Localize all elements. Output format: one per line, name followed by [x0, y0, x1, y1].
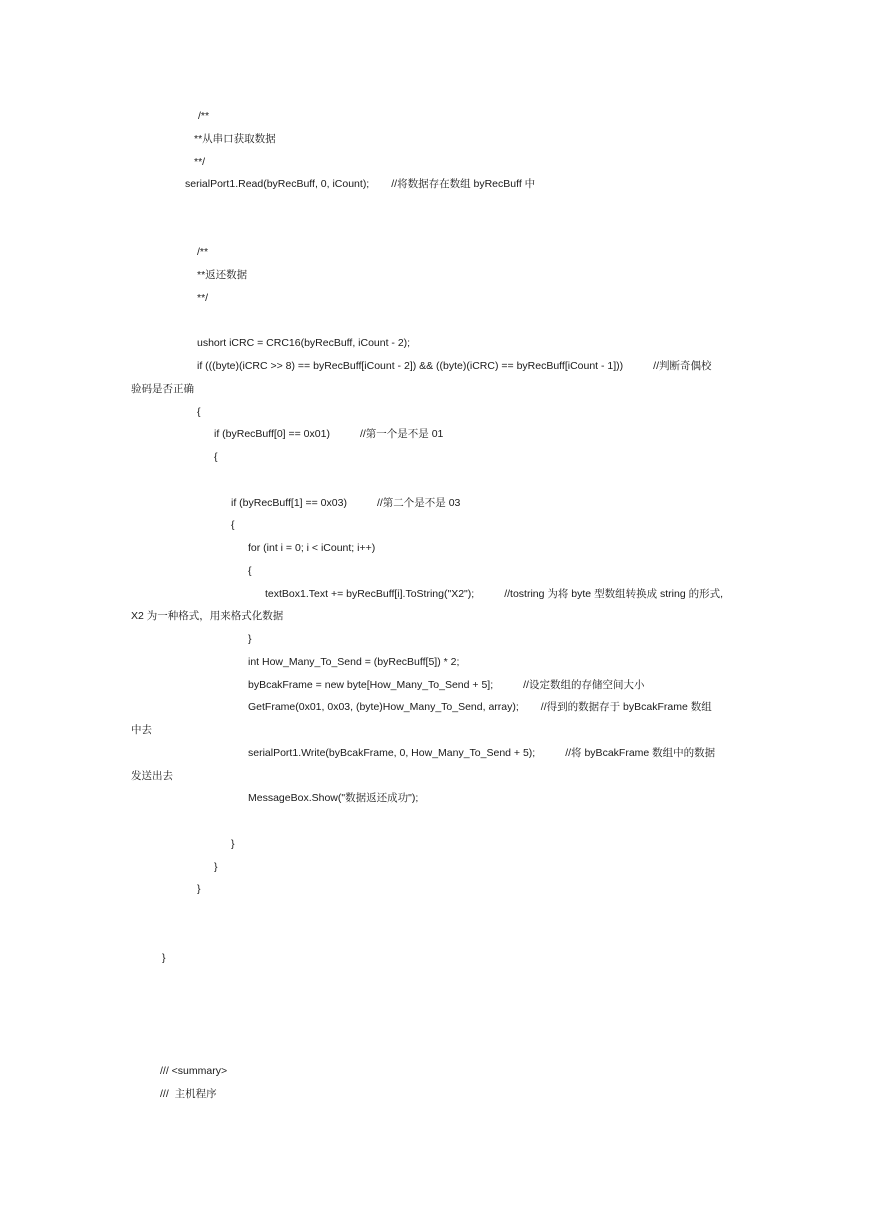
code-comment: //得到的数据存于 byBcakFrame 数组 [540, 701, 712, 713]
code-text: serialPort1.Write(byBcakFrame, 0, How_Many_To_Send + 5); [248, 747, 536, 759]
code-comment-wrap: 验码是否正确 [131, 383, 194, 395]
code-line [248, 700, 712, 714]
doc-comment: /// 主机程序 [160, 1088, 217, 1100]
comment-close: **/ [194, 156, 206, 168]
code-text: textBox1.Text += byRecBuff[i].ToString("X2"); [265, 588, 475, 600]
code-line [197, 359, 712, 373]
code-text: if (byRecBuff[1] == 0x03) [231, 497, 347, 509]
comment-open: /** [197, 246, 209, 258]
brace: { [197, 406, 201, 418]
code-line: for (int i = 0; i < iCount; i++) [248, 542, 376, 554]
code-text: serialPort1.Read(byRecBuff, 0, iCount); [185, 178, 370, 190]
code-line: MessageBox.Show("数据返还成功"); [248, 792, 419, 804]
code-text: GetFrame(0x01, 0x03, (byte)How_Many_To_Send, array); [248, 701, 519, 713]
code-comment: //第一个是不是 01 [359, 428, 444, 440]
code-comment: //将数据存在数组 byRecBuff 中 [391, 178, 536, 190]
code-line [185, 177, 535, 191]
comment-close: **/ [197, 292, 209, 304]
brace: { [231, 519, 235, 531]
code-comment: //判断奇偶校 [653, 360, 712, 372]
code-text: if (((byte)(iCRC >> 8) == byRecBuff[iCount - 2]) && ((byte)(iCRC) == byRecBuff[iCount - 1])) [197, 360, 624, 372]
brace: } [231, 838, 235, 850]
code-line: int How_Many_To_Send = (byRecBuff[5]) * 2; [248, 656, 460, 668]
comment-line: **返还数据 [197, 269, 248, 281]
code-comment-wrap: 中去 [131, 724, 152, 736]
brace: { [248, 565, 252, 577]
brace: } [248, 633, 252, 645]
doc-comment: /// <summary> [160, 1065, 228, 1077]
code-comment: //将 byBcakFrame 数组中的数据 [565, 747, 716, 759]
code-comment-wrap: X2 为一种格式，用来格式化数据 [131, 610, 284, 622]
code-line [231, 496, 460, 510]
code-comment: //tostring 为将 byte 型数组转换成 string 的形式, [504, 588, 723, 600]
code-line [214, 427, 443, 441]
brace: } [162, 952, 166, 964]
code-line [248, 746, 715, 760]
brace: } [214, 861, 218, 873]
brace: { [214, 451, 218, 463]
code-text: if (byRecBuff[0] == 0x01) [214, 428, 330, 440]
code-text: byBcakFrame = new byte[How_Many_To_Send + 5]; [248, 679, 494, 691]
code-comment: //第二个是不是 03 [376, 497, 461, 509]
code-comment: //设定数组的存储空间大小 [523, 679, 645, 691]
code-line: ushort iCRC = CRC16(byRecBuff, iCount - 2); [197, 337, 411, 349]
comment-open: /** [198, 110, 210, 122]
brace: } [197, 883, 201, 895]
comment-line: **从串口获取数据 [194, 133, 276, 145]
code-line [265, 587, 723, 601]
code-line [248, 678, 644, 692]
code-comment-wrap: 发送出去 [131, 770, 173, 782]
